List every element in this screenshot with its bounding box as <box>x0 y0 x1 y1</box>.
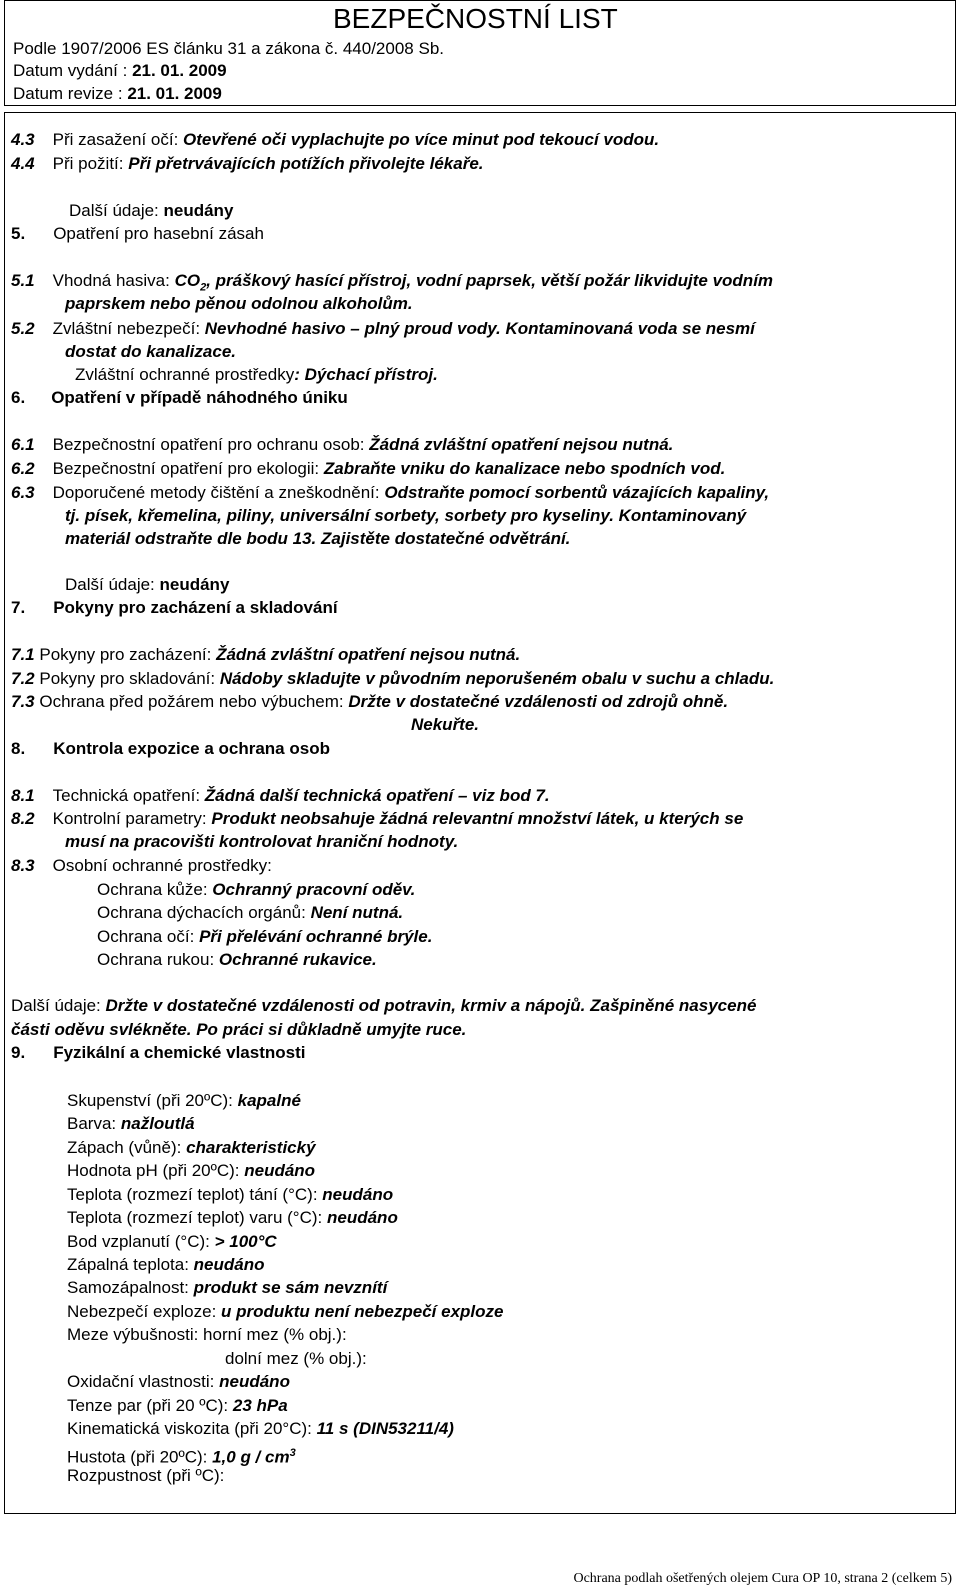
respiratory-protection: Ochrana dýchacích orgánů: Není nutná. <box>97 903 404 922</box>
line-6-3-cont2: materiál odstraňte dle bodu 13. Zajistěte dostatečné odvětrání. <box>65 529 571 548</box>
line-7-3: 7.3 Ochrana před požárem nebo výbuchem: Držte v dostatečné vzdálenosti od zdrojů ohně. <box>11 692 729 711</box>
further-info-8: Další údaje: Držte v dostatečné vzdálenosti od potravin, krmiv a nápojů. Zašpiněné nasycené <box>11 996 757 1015</box>
line-5-1: 5.1 Vhodná hasiva: $CO_2$, práškový hasící přístroj, vodní paprsek, větší požár likvidujte vodním <box>11 271 774 294</box>
prop-explosion-hazard: Nebezpečí exploze: u produktu není nebezpečí exploze <box>67 1302 504 1321</box>
section-8-heading: 8. Kontrola expozice a ochrana osob <box>11 739 330 758</box>
prop-viscosity: Kinematická viskozita (při 20°C): 11 s (DIN53211/4) <box>67 1419 454 1438</box>
section-5-heading: 5. Opatření pro hasební zásah <box>11 224 264 243</box>
line-4-4: 4.4 Při požití: Při přetrvávajících potížích přivolejte lékaře. <box>11 154 484 173</box>
revision-date-line: Datum revize : 21. 01. 2009 <box>13 84 222 103</box>
prop-odour: Zápach (vůně): charakteristický <box>67 1138 316 1157</box>
prop-explosion-limit-upper: Meze výbušnosti: horní mez (% obj.): <box>67 1325 347 1344</box>
line-7-1: 7.1 Pokyny pro zacházení: Žádná zvláštní opatření nejsou nutná. <box>11 645 521 664</box>
further-info-6: Další údaje: neudány <box>65 575 230 594</box>
prop-boiling-point: Teplota (rozmezí teplot) varu (°C): neudáno <box>67 1208 398 1227</box>
line-6-3-cont: tj. písek, křemelina, piliny, universální sorbety, sorbety pro kyseliny. Kontaminovaný <box>65 506 747 525</box>
prop-density: Hustota (při 20ºC): 1,0 g / $cm^3$ <box>67 1447 296 1467</box>
hand-protection: Ochrana rukou: Ochranné rukavice. <box>97 950 377 969</box>
prop-solubility: Rozpustnost (při ºC): <box>67 1466 225 1485</box>
skin-protection: Ochrana kůže: Ochranný pracovní oděv. <box>97 880 416 899</box>
line-6-3: 6.3 Doporučené metody čištění a zneškodnění: Odstraňte pomocí sorbentů vázajících kapaliny, <box>11 483 770 502</box>
line-5-2: 5.2 Zvláštní nebezpečí: Nevhodné hasivo – plný proud vody. Kontaminovaná voda se nesmí <box>11 319 755 338</box>
further-info-4: Další údaje: neudány <box>69 201 234 220</box>
section-6-heading: 6. Opatření v případě náhodného úniku <box>11 388 348 407</box>
line-6-1: 6.1 Bezpečnostní opatření pro ochranu osob: Žádná zvláštní opatření nejsou nutná. <box>11 435 674 454</box>
special-protective-equipment: Zvláštní ochranné prostředky: Dýchací přístroj. <box>75 365 438 384</box>
prop-ignition-temperature: Zápalná teplota: neudáno <box>67 1255 265 1274</box>
prop-explosion-limit-lower: dolní mez (% obj.): <box>225 1349 367 1368</box>
prop-melting-point: Teplota (rozmezí teplot) tání (°C): neudáno <box>67 1185 394 1204</box>
prop-vapour-pressure: Tenze par (při 20 ºC): 23 hPa <box>67 1396 288 1415</box>
line-8-2-cont: musí na pracovišti kontrolovat hraniční hodnoty. <box>65 832 459 851</box>
line-4-3: 4.3 Při zasažení očí: Otevřené oči vyplachujte po více minut pod tekoucí vodou. <box>11 130 660 149</box>
document-title: BEZPEČNOSTNÍ LIST <box>333 3 618 34</box>
line-5-1-cont: paprskem nebo pěnou odolnou alkoholům. <box>65 294 413 313</box>
line-8-1: 8.1 Technická opatření: Žádná další technická opatření – viz bod 7. <box>11 786 550 805</box>
line-7-3-cont: Nekuřte. <box>411 715 480 734</box>
section-7-heading: 7. Pokyny pro zacházení a skladování <box>11 598 338 617</box>
prop-self-ignition: Samozápalnost: produkt se sám nevznítí <box>67 1278 388 1297</box>
line-7-2: 7.2 Pokyny pro skladování: Nádoby skladujte v původním neporušeném obalu v suchu a chladu. <box>11 669 775 688</box>
issue-date-line: Datum vydání : 21. 01. 2009 <box>13 61 227 80</box>
section-9-heading: 9. Fyzikální a chemické vlastnosti <box>11 1043 306 1062</box>
prop-flash-point: Bod vzplanutí (°C): > 100°C <box>67 1232 277 1251</box>
prop-physical-state: Skupenství (při 20ºC): kapalné <box>67 1091 301 1110</box>
prop-ph: Hodnota pH (při 20ºC): neudáno <box>67 1161 316 1180</box>
prop-colour: Barva: nažloutlá <box>67 1114 195 1133</box>
regulation-line: Podle 1907/2006 ES článku 31 a zákona č. 440/2008 Sb. <box>13 39 444 58</box>
document-header <box>4 0 956 106</box>
page-footer: Ochrana podlah ošetřených olejem Cura OP 10, strana 2 (celkem 5) <box>573 1571 952 1586</box>
line-6-2: 6.2 Bezpečnostní opatření pro ekologii: Zabraňte vniku do kanalizace nebo spodních vod. <box>11 459 726 478</box>
line-5-2-cont: dostat do kanalizace. <box>65 342 236 361</box>
document-body <box>4 112 956 1514</box>
line-8-3: 8.3 Osobní ochranné prostředky: <box>11 856 272 875</box>
prop-oxidising: Oxidační vlastnosti: neudáno <box>67 1372 290 1391</box>
further-info-8-cont: části oděvu svlékněte. Po práci si důkladně umyjte ruce. <box>11 1020 467 1039</box>
line-8-2: 8.2 Kontrolní parametry: Produkt neobsahuje žádná relevantní množství látek, u kterých se <box>11 809 744 828</box>
eye-protection: Ochrana očí: Při přelévání ochranné brýle. <box>97 927 433 946</box>
